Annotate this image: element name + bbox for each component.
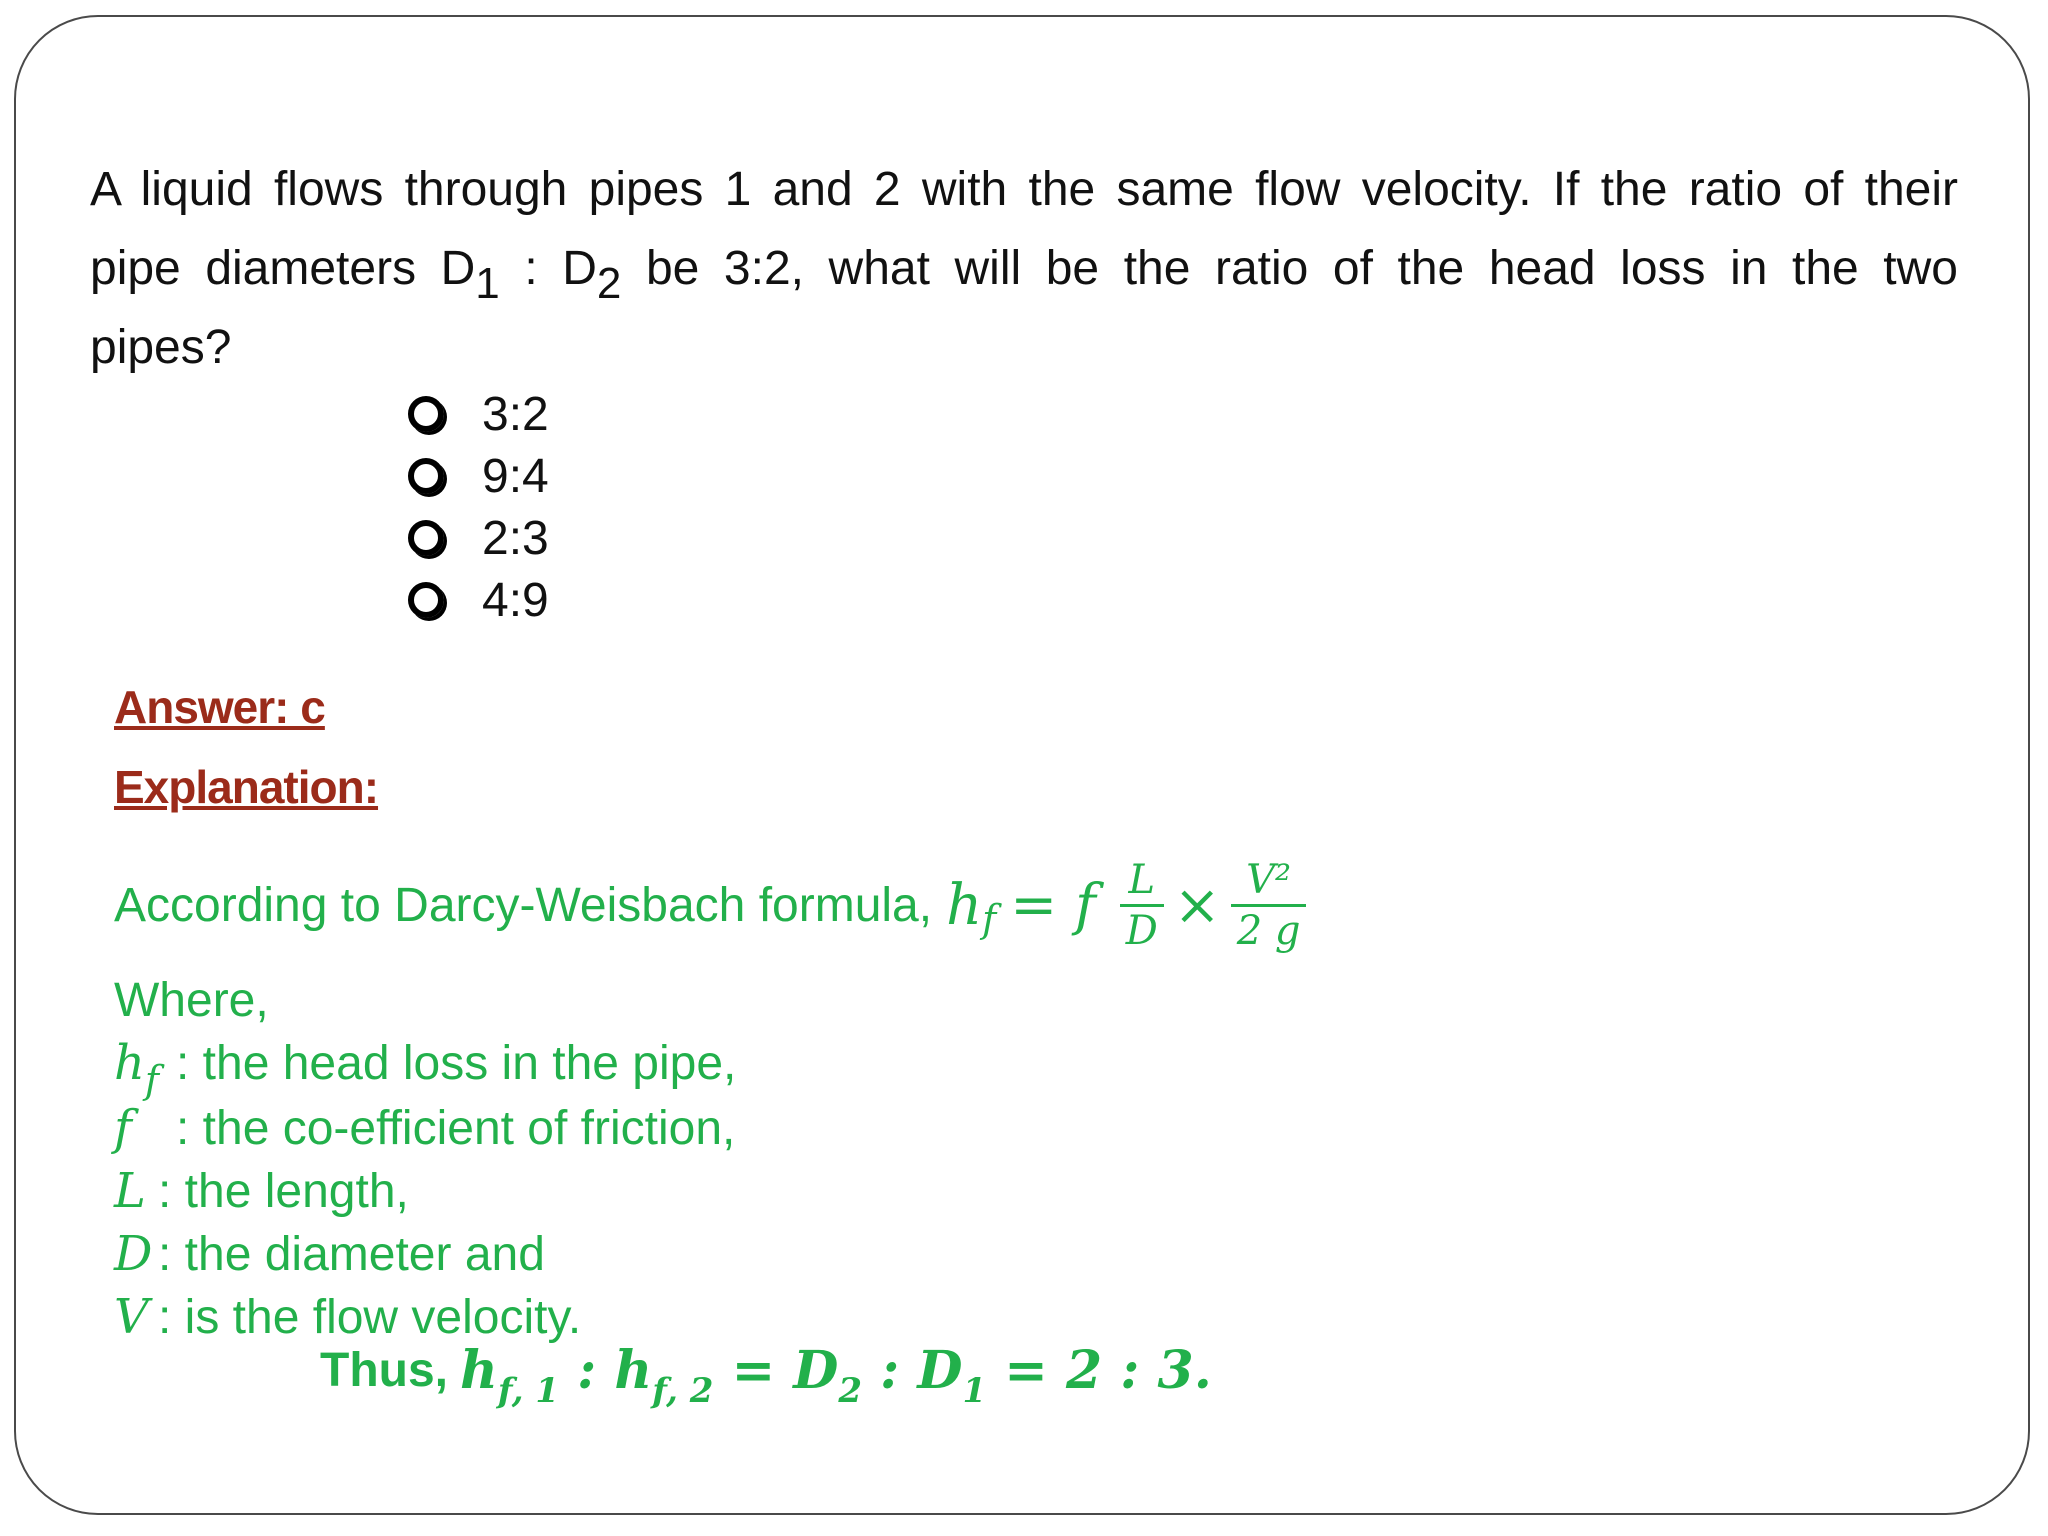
expr-sub: 2 [838,1371,863,1411]
formula-eq: = f [1010,872,1096,938]
where-symbol: f [114,1100,132,1156]
formula-hf-sub: f [982,897,997,941]
option-item[interactable] [408,507,549,569]
symbol-sub: f [144,1058,159,1102]
subscript-2: 2 [596,259,622,308]
option-label: 2:3 [482,511,549,565]
times-sign: × [1173,872,1221,938]
darcy-formula-line [114,830,1316,980]
option-label: 3:2 [482,387,549,441]
where-title: Where, [114,974,269,1027]
question-line-2 [90,229,1958,308]
option-list [408,383,549,631]
radio-circle-icon[interactable] [408,582,444,618]
explanation-heading: Explanation: [114,761,379,813]
option-label: 9:4 [482,449,549,503]
where-symbol: L [114,1163,146,1219]
option-label: 4:9 [482,573,549,627]
conclusion-prefix: Thus, [320,1344,448,1397]
where-item [114,1223,736,1286]
expr-sub: f, 2 [652,1371,714,1411]
option-item[interactable] [408,383,549,445]
where-text: : the diameter and [158,1228,545,1281]
where-item [114,1032,737,1102]
expr-sep: : h [559,1340,653,1401]
expr-result: = 2 : 3. [986,1340,1212,1401]
radio-circle-icon[interactable] [408,396,444,432]
where-item [114,1097,736,1160]
formula-hf: h [946,872,983,938]
expr-h: h [460,1340,498,1401]
expr-rest: = D [713,1340,839,1401]
where-text: : the length, [158,1165,409,1218]
question-text [90,150,1958,387]
conclusion-expression [460,1340,1212,1411]
expr-sub: 1 [962,1371,987,1411]
option-item[interactable] [408,569,549,631]
fraction-denominator: D [1125,907,1158,954]
darcy-formula [946,856,1316,955]
answer-label: Answer: c [114,681,325,733]
darcy-text: According to Darcy-Weisbach formula, [114,878,933,932]
where-block [114,970,736,1349]
radio-circle-icon[interactable] [408,458,444,494]
fraction-denominator: 2 g [1236,907,1301,954]
question-line-2-pre: pipe diameters D [90,242,476,295]
question-line-2-post: be 3:2, what will be the ratio of the head loss in the two [621,242,1959,295]
question-line-1: A liquid flows through pipes 1 and 2 with the same flow velocity. If the ratio of their [90,163,1958,216]
option-item[interactable] [408,445,549,507]
where-symbol [114,1032,176,1102]
fraction-numerator: L [1128,856,1156,903]
where-text: : the head loss in the pipe, [176,1037,737,1090]
fraction-l-over-d [1120,856,1164,955]
where-symbol: D [114,1226,153,1282]
question-line-3: pipes? [90,321,232,374]
expr-sub: f, 1 [497,1371,560,1411]
where-text: : is the flow velocity. [158,1291,582,1344]
question-line-2-mid: : D [499,242,597,295]
fraction-v2-over-2g [1231,856,1307,955]
conclusion-line [320,1340,1212,1411]
symbol-letter: h [114,1035,145,1091]
expr-sep: : D [862,1340,963,1401]
radio-circle-icon[interactable] [408,520,444,556]
fraction-numerator: V² [1246,856,1292,903]
subscript-1: 1 [475,259,500,308]
where-item [114,1160,736,1223]
where-symbol: V [114,1289,149,1345]
where-text: : the co-efficient of friction, [176,1102,736,1155]
